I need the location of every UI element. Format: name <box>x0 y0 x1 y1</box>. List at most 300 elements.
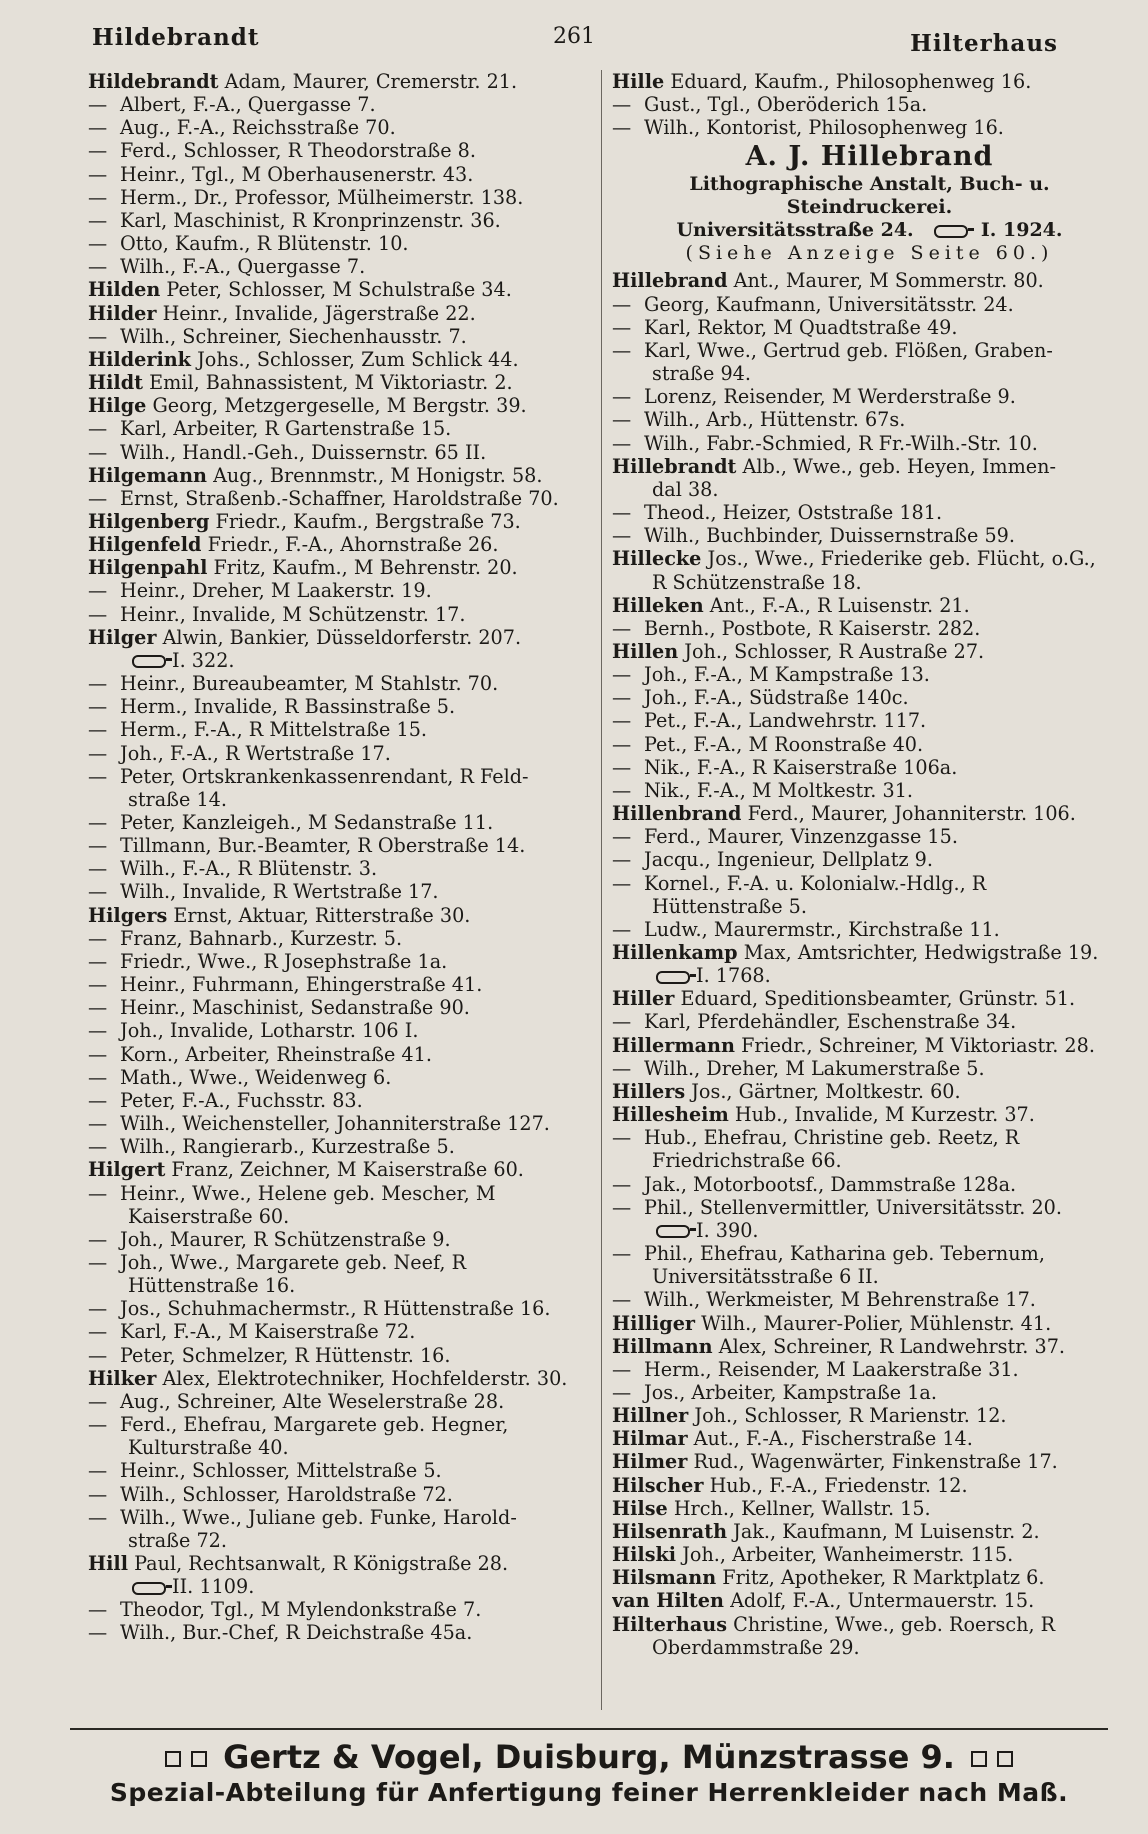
entry-surname: Hilger <box>88 625 157 649</box>
entry-details: Albert, F.-A., Quergasse 7. <box>120 93 376 117</box>
entry-details: Joh., Wwe., Margarete geb. Neef, R <box>120 1250 467 1274</box>
entry-details: Alex, Elektrotechniker, Hochfelderstr. 30. <box>162 1366 568 1390</box>
ad-line-2 <box>612 219 1127 242</box>
directory-entry <box>612 1034 1127 1057</box>
entry-details: Hrch., Kellner, Wallstr. 15. <box>673 1496 931 1520</box>
entry-dash: — <box>612 431 632 455</box>
directory-entry <box>88 1344 593 1367</box>
entry-details: Eduard, Kaufm., Philosophenweg 16. <box>670 70 1032 93</box>
entry-details: Aug., Schreiner, Alte Weselerstraße 28. <box>120 1389 505 1413</box>
directory-entry <box>88 487 593 510</box>
entry-details: Alb., Wwe., geb. Heyen, Immen- <box>742 454 1057 478</box>
entry-details: Wilh., Bur.-Chef, R Deichstraße 45a. <box>120 1621 473 1645</box>
directory-entry <box>88 1182 593 1205</box>
entry-details: Heinr., Invalide, M Schützenstr. 17. <box>120 602 466 626</box>
entry-details: Jos., Gärtner, Moltkestr. 60. <box>691 1079 961 1103</box>
directory-entry <box>88 742 593 765</box>
entry-dash: — <box>88 1389 108 1413</box>
directory-entry <box>88 1390 593 1413</box>
entry-dash: — <box>88 324 108 348</box>
directory-entry <box>88 603 593 626</box>
entry-details: Alex, Schreiner, R Landwehrstr. 37. <box>718 1334 1066 1358</box>
entry-details: Wilh., Maurer-Polier, Mühlenstr. 41. <box>701 1311 1052 1335</box>
entry-dash: — <box>88 486 108 510</box>
entry-details: Joh., F.-A., Südstraße 140c. <box>644 686 909 710</box>
directory-entry <box>612 1520 1127 1543</box>
entry-details: Hub., Ehefrau, Christine geb. Reetz, R <box>644 1126 1020 1150</box>
directory-entry <box>612 640 1127 663</box>
entry-details: Lorenz, Reisender, M Werderstraße 9. <box>644 385 1016 409</box>
entry-details: Peter, F.-A., Fuchsstr. 83. <box>120 1088 363 1112</box>
entry-details: Karl, Arbeiter, R Gartenstraße 15. <box>120 417 452 441</box>
entry-surname: Hillner <box>612 1404 689 1428</box>
directory-entry <box>88 649 593 672</box>
entry-details: I. 390. <box>696 1218 759 1242</box>
directory-entry <box>612 802 1127 825</box>
entry-details: Wilh., Werkmeister, M Behrenstraße 17. <box>644 1288 1036 1312</box>
directory-entry <box>612 478 1127 501</box>
directory-entry <box>88 1529 593 1552</box>
directory-entry <box>88 857 593 880</box>
directory-entry <box>88 834 593 857</box>
entry-details: Peter, Kanzleigeh., M Sedanstraße 11. <box>120 811 494 834</box>
directory-entry <box>88 232 593 255</box>
entry-details: Peter, Schmelzer, R Hüttenstr. 16. <box>120 1343 451 1367</box>
directory-entry <box>88 533 593 556</box>
entry-surname: Hilterhaus <box>612 1612 728 1636</box>
directory-entry <box>88 950 593 973</box>
entry-details: Herm., F.-A., R Mittelstraße 15. <box>120 718 428 742</box>
entry-details: Oberdammstraße 29. <box>652 1635 860 1659</box>
entry-dash: — <box>88 1621 108 1645</box>
directory-entry <box>88 510 593 533</box>
entry-details: Franz, Bahnarb., Kurzestr. 5. <box>120 926 403 950</box>
directory-entry <box>612 987 1127 1010</box>
entry-dash: — <box>88 926 108 950</box>
directory-entry <box>612 779 1127 802</box>
ad-title: A. J. Hillebrand <box>745 141 994 173</box>
entry-details: Joh., Invalide, Lotharstr. 106 I. <box>120 1019 419 1043</box>
entry-surname: Hilgenfeld <box>88 533 202 557</box>
directory-entry <box>612 385 1127 408</box>
right-column-top-entries <box>612 70 1127 139</box>
directory-entry <box>612 1613 1127 1636</box>
entry-dash: — <box>612 1357 632 1381</box>
entry-dash: — <box>88 1482 108 1506</box>
entry-details: Joh., Schlosser, R Austraße 27. <box>684 639 985 663</box>
entry-details: Aut., F.-A., Fischerstraße 14. <box>693 1427 973 1451</box>
directory-entry <box>88 464 593 487</box>
entry-dash: — <box>612 871 632 895</box>
directory-entry <box>612 1242 1127 1265</box>
entry-details: Jos., Arbeiter, Kampstraße 1a. <box>644 1380 937 1404</box>
entry-dash: — <box>88 1227 108 1251</box>
directory-entry <box>612 941 1127 964</box>
entry-details: Kornel., F.-A. u. Kolonialw.-Hdlg., R <box>644 871 987 895</box>
entry-dash: — <box>88 1250 108 1274</box>
entry-details: Friedr., Wwe., R Josephstraße 1a. <box>120 949 448 973</box>
directory-entry <box>88 348 593 371</box>
entry-details: Ant., Maurer, M Sommerstr. 80. <box>733 269 1044 293</box>
directory-entry <box>88 1413 593 1436</box>
entry-dash: — <box>88 834 108 858</box>
page-number: 261 <box>553 24 595 49</box>
entry-dash: — <box>612 663 632 687</box>
entry-details: Ferd., Ehefrau, Margarete geb. Hegner, <box>120 1413 509 1437</box>
entry-details: R Schützenstraße 18. <box>652 570 862 594</box>
entry-details: Heinr., Maschinist, Sedanstraße 90. <box>120 996 470 1020</box>
right-column <box>612 70 1127 1659</box>
directory-entry <box>88 718 593 741</box>
directory-entry <box>88 904 593 927</box>
directory-entry <box>612 547 1127 570</box>
entry-dash: — <box>612 524 632 548</box>
telephone-icon <box>656 971 690 984</box>
entry-surname: Hilmer <box>612 1450 688 1474</box>
directory-entry <box>612 1010 1127 1033</box>
entry-surname: Hilder <box>88 301 157 325</box>
page-header <box>70 24 1078 64</box>
directory-entry <box>88 1043 593 1066</box>
entry-details: Karl, Rektor, M Quadtstraße 49. <box>644 315 958 339</box>
directory-entry <box>612 1126 1127 1149</box>
directory-entry <box>612 1103 1127 1126</box>
entry-surname: Hillermann <box>612 1033 735 1057</box>
directory-entry <box>88 1158 593 1181</box>
directory-entry <box>612 1497 1127 1520</box>
entry-details: Heinr., Bureaubeamter, M Stahlstr. 70. <box>120 672 499 696</box>
square-ornament-icon <box>971 1751 987 1767</box>
entry-details: Jos., Wwe., Friederike geb. Flücht, o.G., <box>707 547 1096 571</box>
entry-details: Otto, Kaufm., R Blütenstr. 10. <box>120 232 409 256</box>
directory-entry <box>612 1474 1127 1497</box>
entry-details: Fritz, Kaufm., M Behrenstr. 20. <box>213 556 518 580</box>
entry-surname: Hilge <box>88 394 147 418</box>
entry-dash: — <box>88 695 108 719</box>
entry-dash: — <box>612 1195 632 1219</box>
entry-details: Joh., Schlosser, R Marienstr. 12. <box>694 1404 1007 1428</box>
directory-entry <box>88 1205 593 1228</box>
directory-entry <box>88 765 593 788</box>
directory-entry <box>612 408 1127 431</box>
entry-surname: Hilliger <box>612 1311 696 1335</box>
directory-entry <box>88 927 593 950</box>
entry-details: Jacqu., Ingenieur, Dellplatz 9. <box>644 848 933 872</box>
entry-details: Emil, Bahnassistent, M Viktoriastr. 2. <box>149 371 513 395</box>
telephone-icon <box>934 225 968 238</box>
entry-dash: — <box>612 1126 632 1150</box>
entry-details: Wilh., Arb., Hüttenstr. 67s. <box>644 408 906 432</box>
entry-details: Johs., Schlosser, Zum Schlick 44. <box>197 347 519 371</box>
ad-line-3: (Siehe Anzeige Seite 60.) <box>685 242 1054 265</box>
entry-details: dal 38. <box>652 477 719 501</box>
directory-entry <box>88 302 593 325</box>
header-left-name: Hildebrandt <box>92 24 260 51</box>
entry-surname: Hilgers <box>88 903 168 927</box>
entry-details: Alwin, Bankier, Düsseldorferstr. 207. <box>162 625 522 649</box>
entry-details: Fritz, Apotheker, R Marktplatz 6. <box>722 1566 1045 1590</box>
directory-entry <box>88 441 593 464</box>
footer-line-2: Spezial-Abteilung für Anfertigung feiner Herrenkleider nach Maß. <box>109 1778 1069 1807</box>
entry-dash: — <box>88 1135 108 1159</box>
directory-entry <box>88 93 593 116</box>
directory-entry <box>88 1089 593 1112</box>
entry-details: Paul, Rechtsanwalt, R Königstraße 28. <box>134 1552 509 1575</box>
directory-entry <box>88 1459 593 1482</box>
entry-details: Peter, Schlosser, M Schulstraße 34. <box>166 278 512 302</box>
entry-details: Kaiserstraße 60. <box>128 1204 290 1228</box>
entry-dash: — <box>88 1088 108 1112</box>
entry-details: Wilh., Weichensteller, Johanniterstraße 127. <box>120 1112 550 1136</box>
directory-entry <box>88 1598 593 1621</box>
entry-details: Adam, Maurer, Cremerstr. 21. <box>224 70 518 93</box>
directory-entry <box>612 524 1127 547</box>
entry-dash: — <box>88 1065 108 1089</box>
entry-dash: — <box>612 1242 632 1266</box>
entry-details: Wilh., F.-A., Quergasse 7. <box>120 255 366 279</box>
entry-details: Universitätsstraße 6 II. <box>652 1265 879 1289</box>
entry-surname: Hillenkamp <box>612 941 738 964</box>
entry-details: Heinr., Schlosser, Mittelstraße 5. <box>120 1459 442 1483</box>
ad-line-1: Lithographische Anstalt, Buch- u. Steindruckerei. <box>689 173 1050 219</box>
entry-surname: Hilsenrath <box>612 1519 728 1543</box>
entry-surname: Hilden <box>88 278 161 302</box>
entry-surname: Hilgenberg <box>88 509 210 533</box>
entry-surname: Hill <box>88 1552 128 1575</box>
directory-entry <box>88 996 593 1019</box>
directory-entry <box>88 788 593 811</box>
entry-surname: Hildebrandt <box>88 70 219 93</box>
directory-entry <box>612 1566 1127 1589</box>
directory-entry <box>88 626 593 649</box>
directory-entry <box>612 1196 1127 1219</box>
entry-details: Jos., Schuhmachermstr., R Hüttenstraße 16. <box>120 1297 551 1321</box>
entry-details: Heinr., Fuhrmann, Ehingerstraße 41. <box>120 973 483 997</box>
entry-surname: Hillebrand <box>612 269 728 293</box>
directory-entry <box>612 1265 1127 1288</box>
entry-details: Pet., F.-A., Landwehrstr. 117. <box>644 709 927 733</box>
directory-entry <box>612 70 1127 93</box>
entry-surname: Hillecke <box>612 547 702 571</box>
directory-entry <box>88 1483 593 1506</box>
directory-entry <box>88 1436 593 1459</box>
entry-dash: — <box>612 917 632 941</box>
footer-firm: Gertz & Vogel, Duisburg, Münzstrasse 9. <box>223 1738 955 1776</box>
telephone-icon <box>132 1582 166 1595</box>
directory-entry <box>88 371 593 394</box>
directory-entry <box>88 1552 593 1575</box>
entry-dash: — <box>612 732 632 756</box>
directory-entry <box>88 394 593 417</box>
entry-dash: — <box>88 996 108 1020</box>
directory-entry <box>88 1251 593 1274</box>
entry-dash: — <box>612 1288 632 1312</box>
entry-surname: Hille <box>612 70 665 93</box>
directory-entry <box>612 1173 1127 1196</box>
directory-entry <box>88 186 593 209</box>
entry-details: Gust., Tgl., Oberöderich 15a. <box>644 93 928 117</box>
entry-dash: — <box>88 255 108 279</box>
entry-details: Karl, Pferdehändler, Eschenstraße 34. <box>644 1010 1017 1034</box>
directory-entry <box>612 1358 1127 1381</box>
entry-dash: — <box>88 1320 108 1344</box>
entry-details: Jak., Motorbootsf., Dammstraße 128a. <box>644 1172 1017 1196</box>
directory-entry <box>612 339 1127 362</box>
entry-details: Friedr., Kaufm., Bergstraße 73. <box>215 509 521 533</box>
hillebrand-advertisement <box>612 141 1127 265</box>
directory-entry <box>612 733 1127 756</box>
entry-dash: — <box>88 811 108 834</box>
directory-entry <box>88 672 593 695</box>
directory-entry <box>88 116 593 139</box>
directory-entry <box>612 571 1127 594</box>
entry-details: Korn., Arbeiter, Rheinstraße 41. <box>120 1042 432 1066</box>
entry-details: Math., Wwe., Weidenweg 6. <box>120 1065 392 1089</box>
entry-details: II. 1109. <box>172 1575 255 1599</box>
directory-entry <box>612 1057 1127 1080</box>
directory-entry <box>88 1506 593 1529</box>
entry-dash: — <box>88 1505 108 1529</box>
entry-details: Ernst, Aktuar, Ritterstraße 30. <box>173 903 471 927</box>
entry-surname: Hilski <box>612 1543 677 1567</box>
directory-entry <box>612 93 1127 116</box>
entry-details: Heinr., Wwe., Helene geb. Mescher, M <box>120 1181 496 1205</box>
directory-entry <box>88 163 593 186</box>
square-ornament-icon <box>165 1751 181 1767</box>
entry-surname: Hilsmann <box>612 1566 717 1590</box>
entry-surname: Hillers <box>612 1079 686 1103</box>
entry-dash: — <box>88 185 108 209</box>
entry-details: Heinr., Invalide, Jägerstraße 22. <box>162 301 476 325</box>
entry-details: Friedr., Schreiner, M Viktoriastr. 28. <box>741 1033 1095 1057</box>
directory-entry <box>612 1589 1127 1612</box>
directory-entry <box>88 973 593 996</box>
entry-details: Herm., Dr., Professor, Mülheimerstr. 138. <box>120 185 524 209</box>
directory-entry <box>88 325 593 348</box>
directory-entry <box>612 918 1127 941</box>
directory-entry <box>612 964 1127 987</box>
entry-dash: — <box>88 1297 108 1321</box>
directory-entry <box>88 278 593 301</box>
directory-entry <box>612 1219 1127 1242</box>
entry-details: Christine, Wwe., geb. Roersch, R <box>733 1612 1056 1636</box>
directory-entry <box>88 1320 593 1343</box>
entry-details: Herm., Reisender, M Laakerstraße 31. <box>644 1357 1019 1381</box>
entry-dash: — <box>612 1010 632 1034</box>
entry-surname: Hilse <box>612 1496 668 1520</box>
entry-details: Phil., Ehefrau, Katharina geb. Tebernum, <box>644 1242 1045 1266</box>
entry-details: Aug., Brennmstr., M Honigstr. 58. <box>213 463 543 487</box>
entry-dash: — <box>88 1343 108 1367</box>
entry-details: straße 94. <box>652 362 751 386</box>
directory-entry <box>88 811 593 834</box>
directory-entry <box>612 1636 1127 1659</box>
entry-details: Herm., Invalide, R Bassinstraße 5. <box>120 695 456 719</box>
directory-entry <box>88 695 593 718</box>
directory-entry <box>612 1450 1127 1473</box>
entry-dash: — <box>612 1172 632 1196</box>
left-column <box>88 70 593 1645</box>
directory-entry <box>612 709 1127 732</box>
entry-dash: — <box>612 709 632 733</box>
entry-details: Ferd., Maurer, Johanniterstr. 106. <box>747 802 1076 826</box>
entry-dash: — <box>612 616 632 640</box>
entry-dash: — <box>88 1181 108 1205</box>
directory-entry <box>612 1149 1127 1172</box>
directory-entry <box>88 579 593 602</box>
entry-details: Theod., Heizer, Oststraße 181. <box>644 501 943 525</box>
entry-dash: — <box>88 440 108 464</box>
entry-details: Max, Amtsrichter, Hedwigstraße 19. <box>743 941 1099 964</box>
directory-entry <box>88 880 593 903</box>
entry-dash: — <box>88 949 108 973</box>
square-ornament-icon <box>997 1751 1013 1767</box>
directory-entry <box>612 663 1127 686</box>
directory-entry <box>612 756 1127 779</box>
entry-details: Wilh., Schlosser, Haroldstraße 72. <box>120 1482 453 1506</box>
entry-dash: — <box>88 880 108 904</box>
directory-entry <box>612 1335 1127 1358</box>
entry-surname: Hillmann <box>612 1334 713 1358</box>
entry-details: I. 1768. <box>696 964 771 988</box>
entry-details: Wilh., Invalide, R Wertstraße 17. <box>120 880 439 904</box>
entry-details: Jak., Kaufmann, M Luisenstr. 2. <box>733 1519 1040 1543</box>
entry-details: Ant., F.-A., R Luisenstr. 21. <box>709 593 970 617</box>
directory-entry <box>612 686 1127 709</box>
entry-details: Joh., Arbeiter, Wanheimerstr. 115. <box>682 1543 1014 1567</box>
entry-dash: — <box>88 973 108 997</box>
entry-dash: — <box>88 1019 108 1043</box>
directory-entry <box>612 1288 1127 1311</box>
directory-entry <box>88 417 593 440</box>
directory-entry <box>88 1274 593 1297</box>
entry-dash: — <box>88 579 108 603</box>
entry-details: Georg, Kaufmann, Universitätsstr. 24. <box>644 292 1014 316</box>
directory-entry <box>612 1427 1127 1450</box>
entry-details: Ernst, Straßenb.-Schaffner, Haroldstraße 70. <box>120 486 559 510</box>
directory-entry <box>612 872 1127 895</box>
entry-dash: — <box>88 116 108 140</box>
entry-details: Nik., F.-A., M Moltkestr. 31. <box>644 778 914 802</box>
entry-details: Wilh., Kontorist, Philosophenweg 16. <box>644 116 1004 140</box>
directory-entry <box>88 1228 593 1251</box>
entry-dash: — <box>88 1112 108 1136</box>
telephone-icon <box>656 1225 690 1238</box>
directory-entry <box>88 209 593 232</box>
entry-details: Franz, Zeichner, M Kaiserstraße 60. <box>171 1158 524 1182</box>
telephone-icon <box>132 655 166 668</box>
entry-details: Ferd., Schlosser, R Theodorstraße 8. <box>120 139 476 163</box>
entry-details: Nik., F.-A., R Kaiserstraße 106a. <box>644 755 958 779</box>
entry-details: Theodor, Tgl., M Mylendonkstraße 7. <box>120 1598 482 1622</box>
footer-advertisement <box>70 1728 1108 1807</box>
entry-dash: — <box>612 686 632 710</box>
entry-details: Wilh., F.-A., R Blütenstr. 3. <box>120 857 378 881</box>
directory-entry <box>88 255 593 278</box>
entry-dash: — <box>88 602 108 626</box>
directory-entry <box>612 617 1127 640</box>
entry-surname: Hilker <box>88 1366 157 1390</box>
entry-dash: — <box>612 1380 632 1404</box>
entry-details: Ferd., Maurer, Vinzenzgasse 15. <box>644 825 958 849</box>
entry-details: Karl, F.-A., M Kaiserstraße 72. <box>120 1320 416 1344</box>
entry-dash: — <box>612 338 632 362</box>
column-divider <box>601 70 602 1710</box>
entry-dash: — <box>88 857 108 881</box>
entry-dash: — <box>88 232 108 256</box>
entry-surname: Hillen <box>612 639 679 663</box>
entry-dash: — <box>612 93 632 117</box>
